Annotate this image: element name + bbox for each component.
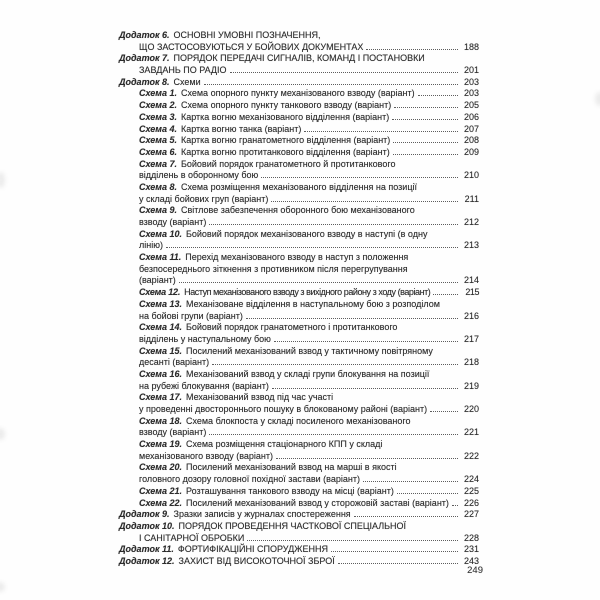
toc-line	[119, 474, 479, 486]
toc-entry	[119, 369, 479, 392]
toc-page-ref: 214	[463, 275, 479, 286]
toc-entry-text: у складі бойових груп (варіант)	[139, 193, 269, 204]
toc-line	[119, 346, 479, 358]
toc-entry-text: Посилений механізований взвод у сторожовій заставі (варіант)	[185, 497, 449, 508]
toc-entry-label: Додаток 8.	[119, 76, 170, 87]
dot-leader	[393, 139, 458, 143]
toc-entry	[119, 509, 479, 521]
toc-entry-text: ФОРТИФІКАЦІЙНІ СПОРУДЖЕННЯ	[177, 544, 328, 555]
toc-line	[119, 439, 479, 451]
toc-entry	[119, 544, 479, 556]
toc-entry	[119, 182, 479, 205]
toc-entry-label: Додаток 9.	[119, 509, 170, 520]
toc-entry	[119, 88, 479, 100]
dot-leader	[209, 431, 458, 435]
dot-leader	[394, 104, 458, 108]
dot-leader	[246, 315, 458, 319]
toc-line	[119, 381, 479, 393]
toc-entry-text: ЗАХИСТ ВІД ВИСОКОТОЧНОЇ ЗБРОЇ	[178, 555, 335, 566]
toc-line	[119, 357, 479, 369]
toc-entry-text: Схема опорного пункту танкового взводу (варіант)	[180, 100, 392, 111]
toc-page-ref: 217	[463, 333, 479, 344]
toc-entry-text: Світлове забезпечення оборонного бою механізованого	[180, 205, 415, 216]
dot-leader	[430, 408, 458, 412]
toc-line	[119, 170, 479, 182]
toc-entry-label: Схема 11.	[139, 252, 182, 263]
toc-entry-label: Додаток 7.	[119, 53, 170, 64]
dot-leader	[274, 338, 458, 342]
toc-entry	[119, 229, 479, 252]
toc-entry-text: у проведенні двостороннього пошуку в блокованому районі (варіант)	[139, 404, 428, 414]
toc-entry-label: Схема 1.	[139, 88, 177, 99]
toc-entry-label: Схема 7.	[139, 158, 177, 169]
toc-page-ref: 227	[463, 509, 479, 520]
dot-leader	[363, 478, 458, 482]
dot-leader	[276, 455, 458, 459]
toc-line	[119, 521, 479, 533]
toc-entry	[119, 346, 479, 369]
dot-leader	[204, 81, 458, 85]
toc-page-ref: 212	[463, 217, 479, 227]
toc-entry-text: (варіант)	[139, 275, 176, 286]
toc-entry-text: Картка вогню танка (варіант)	[180, 123, 302, 134]
toc-page-ref: 203	[463, 76, 479, 87]
toc-page-ref: 224	[463, 474, 479, 485]
toc-line	[119, 77, 479, 89]
dot-leader	[392, 116, 458, 120]
toc-page-ref: 207	[463, 123, 479, 134]
toc-line	[119, 53, 479, 65]
toc-line	[119, 135, 479, 147]
toc-entry-text: Механізований взвод у складі групи блокування на позиції	[185, 368, 430, 379]
toc-entry	[119, 77, 479, 89]
toc-entry	[119, 252, 479, 287]
toc-entry-text: безпосереднього зіткнення з противником після перегрупування	[139, 263, 408, 274]
toc-line	[119, 369, 479, 381]
dot-leader	[179, 279, 458, 283]
toc-entry-label: Схема 2.	[139, 100, 177, 111]
toc-line	[119, 264, 479, 276]
toc-line	[119, 322, 479, 334]
toc-line	[119, 252, 479, 264]
toc-line	[119, 42, 479, 54]
toc-entry-label: Схема 3.	[139, 111, 177, 122]
toc-entry-text: ПОРЯДОК ПЕРЕДАЧІ СИГНАЛІВ, КОМАНД І ПОСТАНОВКИ	[173, 53, 425, 64]
toc-line	[119, 462, 479, 474]
toc-entry-text: Механізоване відділення в наступальному бою з розподілом	[185, 298, 440, 309]
toc-entry-label: Схема 10.	[139, 228, 182, 239]
toc-entry	[119, 112, 479, 124]
toc-entry	[119, 521, 479, 544]
toc-line	[119, 404, 479, 416]
toc-line	[119, 159, 479, 171]
toc-line	[119, 112, 479, 124]
toc-page-ref: 222	[463, 450, 479, 461]
toc-entry-label: Схема 6.	[139, 146, 177, 157]
toc-entry-label: Додаток 10.	[119, 520, 175, 531]
toc-line	[119, 509, 479, 521]
toc-entry-label: Схема 12.	[139, 287, 181, 298]
page-number: 249	[467, 565, 483, 576]
toc-entry-text: ЩО ЗАСТОСОВУЮТЬСЯ У БОЙОВИХ ДОКУМЕНТАХ	[139, 41, 364, 52]
toc-line	[119, 311, 479, 323]
toc-page-ref: 220	[463, 404, 479, 414]
toc-entry	[119, 159, 479, 182]
toc-entry-label: Додаток 12.	[119, 555, 175, 566]
toc-page-ref: 206	[463, 111, 479, 122]
toc-page-ref: 219	[463, 380, 479, 391]
toc-line	[119, 498, 479, 510]
toc-page-ref: 218	[463, 357, 479, 368]
scan-artifact	[0, 428, 5, 440]
toc-entry-text: відділень в оборонному бою	[139, 170, 259, 181]
toc-entry-text: Картка вогню механізованого відділення (варіант)	[180, 111, 390, 122]
toc-line	[119, 30, 479, 42]
toc-entry-label: Схема 16.	[139, 368, 182, 379]
toc-line	[119, 451, 479, 463]
toc-line	[119, 100, 479, 112]
toc-entry-text: Розташування танкового взводу на місці (варіант)	[185, 485, 394, 496]
toc-line	[119, 88, 479, 100]
toc-line	[119, 217, 479, 229]
dot-leader	[230, 69, 458, 73]
toc-line	[119, 287, 479, 299]
toc-entry-label: Схема 18.	[139, 415, 182, 426]
toc-entry-label: Схема 19.	[139, 439, 182, 450]
toc-entry-label: Схема 5.	[139, 135, 177, 146]
toc-entry	[119, 439, 479, 462]
toc-entry-label: Схема 17.	[139, 392, 182, 403]
toc-page-ref: 216	[463, 310, 479, 321]
toc-entry	[119, 100, 479, 112]
toc-line	[119, 486, 479, 498]
toc-entry	[119, 53, 479, 76]
toc-entry	[119, 299, 479, 322]
toc-page-ref: 228	[463, 532, 479, 543]
toc-page-ref: 231	[463, 544, 479, 555]
toc-page-ref: 208	[463, 135, 479, 146]
dot-leader	[366, 46, 458, 50]
toc-line	[119, 194, 479, 206]
dot-leader	[418, 92, 458, 96]
toc-entry-text: ЗАВДАНЬ ПО РАДІО	[139, 65, 227, 76]
toc-line	[119, 240, 479, 252]
toc-entry-text: взводу (варіант)	[139, 427, 207, 438]
toc-entry	[119, 416, 479, 439]
toc-entry	[119, 124, 479, 136]
toc-entry	[119, 392, 479, 415]
dot-leader	[271, 198, 458, 202]
dot-leader	[247, 537, 458, 541]
toc-page-ref: 215	[465, 287, 479, 298]
toc-page-ref: 209	[463, 146, 479, 157]
toc-entry-text: Схеми	[173, 76, 201, 87]
toc-line	[119, 416, 479, 428]
toc-entry-text: механізованого взводу (варіант)	[139, 450, 273, 461]
toc-page-ref: 201	[463, 65, 479, 76]
dot-leader	[393, 151, 458, 155]
toc-page-ref: 213	[463, 240, 479, 251]
toc-page-ref: 243	[463, 555, 479, 566]
toc-entry-text: десанті (варіант)	[139, 357, 210, 368]
toc-entry-label: Схема 20.	[139, 462, 182, 473]
toc-entry-text: І САНІТАРНОЇ ОБРОБКИ	[139, 532, 245, 543]
dot-leader	[209, 221, 458, 225]
toc-line	[119, 533, 479, 545]
toc-line	[119, 182, 479, 194]
toc-entry-label: Схема 9.	[139, 205, 177, 216]
toc-entry-text: Бойовий порядок гранатометного і протитанкового	[185, 322, 398, 333]
toc-entry-label: Схема 8.	[139, 181, 177, 192]
toc-entry-text: Механізований взвод під час участі	[185, 392, 334, 403]
scan-artifact	[0, 172, 5, 188]
toc-line	[119, 124, 479, 136]
toc-entry-text: на бойові групи (варіант)	[139, 310, 243, 321]
dot-leader	[397, 490, 458, 494]
dot-leader	[304, 128, 458, 132]
toc-entry-text: Бойовий порядок механізованого взводу в наступі (в одну	[185, 228, 428, 239]
toc-line	[119, 147, 479, 159]
toc-entry	[119, 205, 479, 228]
toc-line	[119, 229, 479, 241]
toc-entry-text: Посилений механізований взвод у тактичному повітряному	[185, 345, 433, 356]
toc-page-ref: 205	[463, 100, 479, 111]
toc-entry-text: Наступ механізованого взводу з вихідного району з ходу (варіант)	[184, 287, 431, 298]
toc-entry-label: Схема 15.	[139, 345, 182, 356]
scan-artifact	[0, 582, 5, 592]
toc-entry-text: відділень у наступальному бою	[139, 333, 271, 344]
toc-page-ref: 226	[463, 497, 479, 508]
dot-leader	[452, 502, 458, 506]
toc-entry-text: Зразки записів у журналах спостереження	[173, 509, 351, 520]
toc-entry-label: Схема 13.	[139, 298, 182, 309]
dot-leader	[166, 244, 458, 248]
toc-entry-label: Додаток 11.	[119, 544, 174, 555]
toc-entry-text: Схема розміщення стаціонарного КПП у складі	[185, 439, 383, 450]
toc-entry	[119, 30, 479, 53]
toc-entry-label: Схема 14.	[139, 322, 182, 333]
toc-page-ref: 203	[463, 88, 479, 99]
toc-entry	[119, 486, 479, 498]
toc-line	[119, 65, 479, 77]
toc-entry-text: лінію)	[139, 240, 163, 251]
toc-entry	[119, 498, 479, 510]
dot-leader	[354, 513, 458, 517]
toc-line	[119, 544, 479, 556]
toc-entry-text: Посилений механізований взвод на марші в якості	[185, 462, 397, 473]
toc-page-ref: 221	[463, 427, 479, 438]
toc-entry-text: головного дозору головної похідної застави (варіант)	[139, 474, 360, 485]
toc-entry-label: Схема 22.	[139, 497, 182, 508]
toc-line	[119, 299, 479, 311]
toc-line	[119, 392, 479, 404]
toc-entry-text: на рубежі блокування (варіант)	[139, 380, 269, 391]
toc-page-ref: 211	[464, 193, 479, 204]
toc-entry-label: Схема 21.	[139, 485, 182, 496]
toc-entry-label: Додаток 6.	[119, 30, 170, 40]
toc-entry-text: Картка вогню гранатометного відділення (варіант)	[180, 135, 391, 146]
scan-artifact	[595, 92, 600, 106]
toc-entry	[119, 135, 479, 147]
toc-entry-text: ПОРЯДОК ПРОВЕДЕННЯ ЧАСТКОВОЇ СПЕЦІАЛЬНОЇ	[178, 520, 407, 531]
dot-leader	[272, 385, 458, 389]
toc-entry-text: Схема блокпоста у складі посиленого механізованого	[185, 415, 411, 426]
toc-entry	[119, 462, 479, 485]
toc-entry-text: Картка вогню протитанкового відділення (варіант)	[180, 146, 390, 157]
toc-line	[119, 427, 479, 439]
dot-leader	[433, 291, 458, 295]
toc-entry-text: Бойовий порядок гранатометного й протитанкового	[180, 158, 396, 169]
toc-entry-label: Схема 4.	[139, 123, 177, 134]
toc-entry-text: Схема розміщення механізованого відділення на позиції	[180, 181, 417, 192]
dot-leader	[338, 560, 458, 564]
toc-line	[119, 334, 479, 346]
toc-page-ref: 225	[463, 485, 479, 496]
toc-entry-text: Перехід механізованого взводу в наступ з положення	[185, 252, 409, 263]
toc-entry	[119, 147, 479, 159]
toc-page-ref: 188	[463, 41, 479, 52]
toc-entry-text: Схема опорного пункту механізованого взводу (варіант)	[180, 88, 415, 99]
dot-leader	[331, 548, 458, 552]
table-of-contents	[119, 30, 479, 568]
toc-line	[119, 275, 479, 287]
dot-leader	[212, 361, 458, 365]
toc-entry	[119, 287, 479, 299]
toc-entry-text: ОСНОВНІ УМОВНІ ПОЗНАЧЕННЯ,	[173, 30, 321, 40]
toc-entry	[119, 322, 479, 345]
dot-leader	[261, 174, 458, 178]
toc-page-ref: 210	[463, 170, 479, 181]
toc-entry-text: взводу (варіант)	[139, 217, 207, 227]
toc-line	[119, 205, 479, 217]
